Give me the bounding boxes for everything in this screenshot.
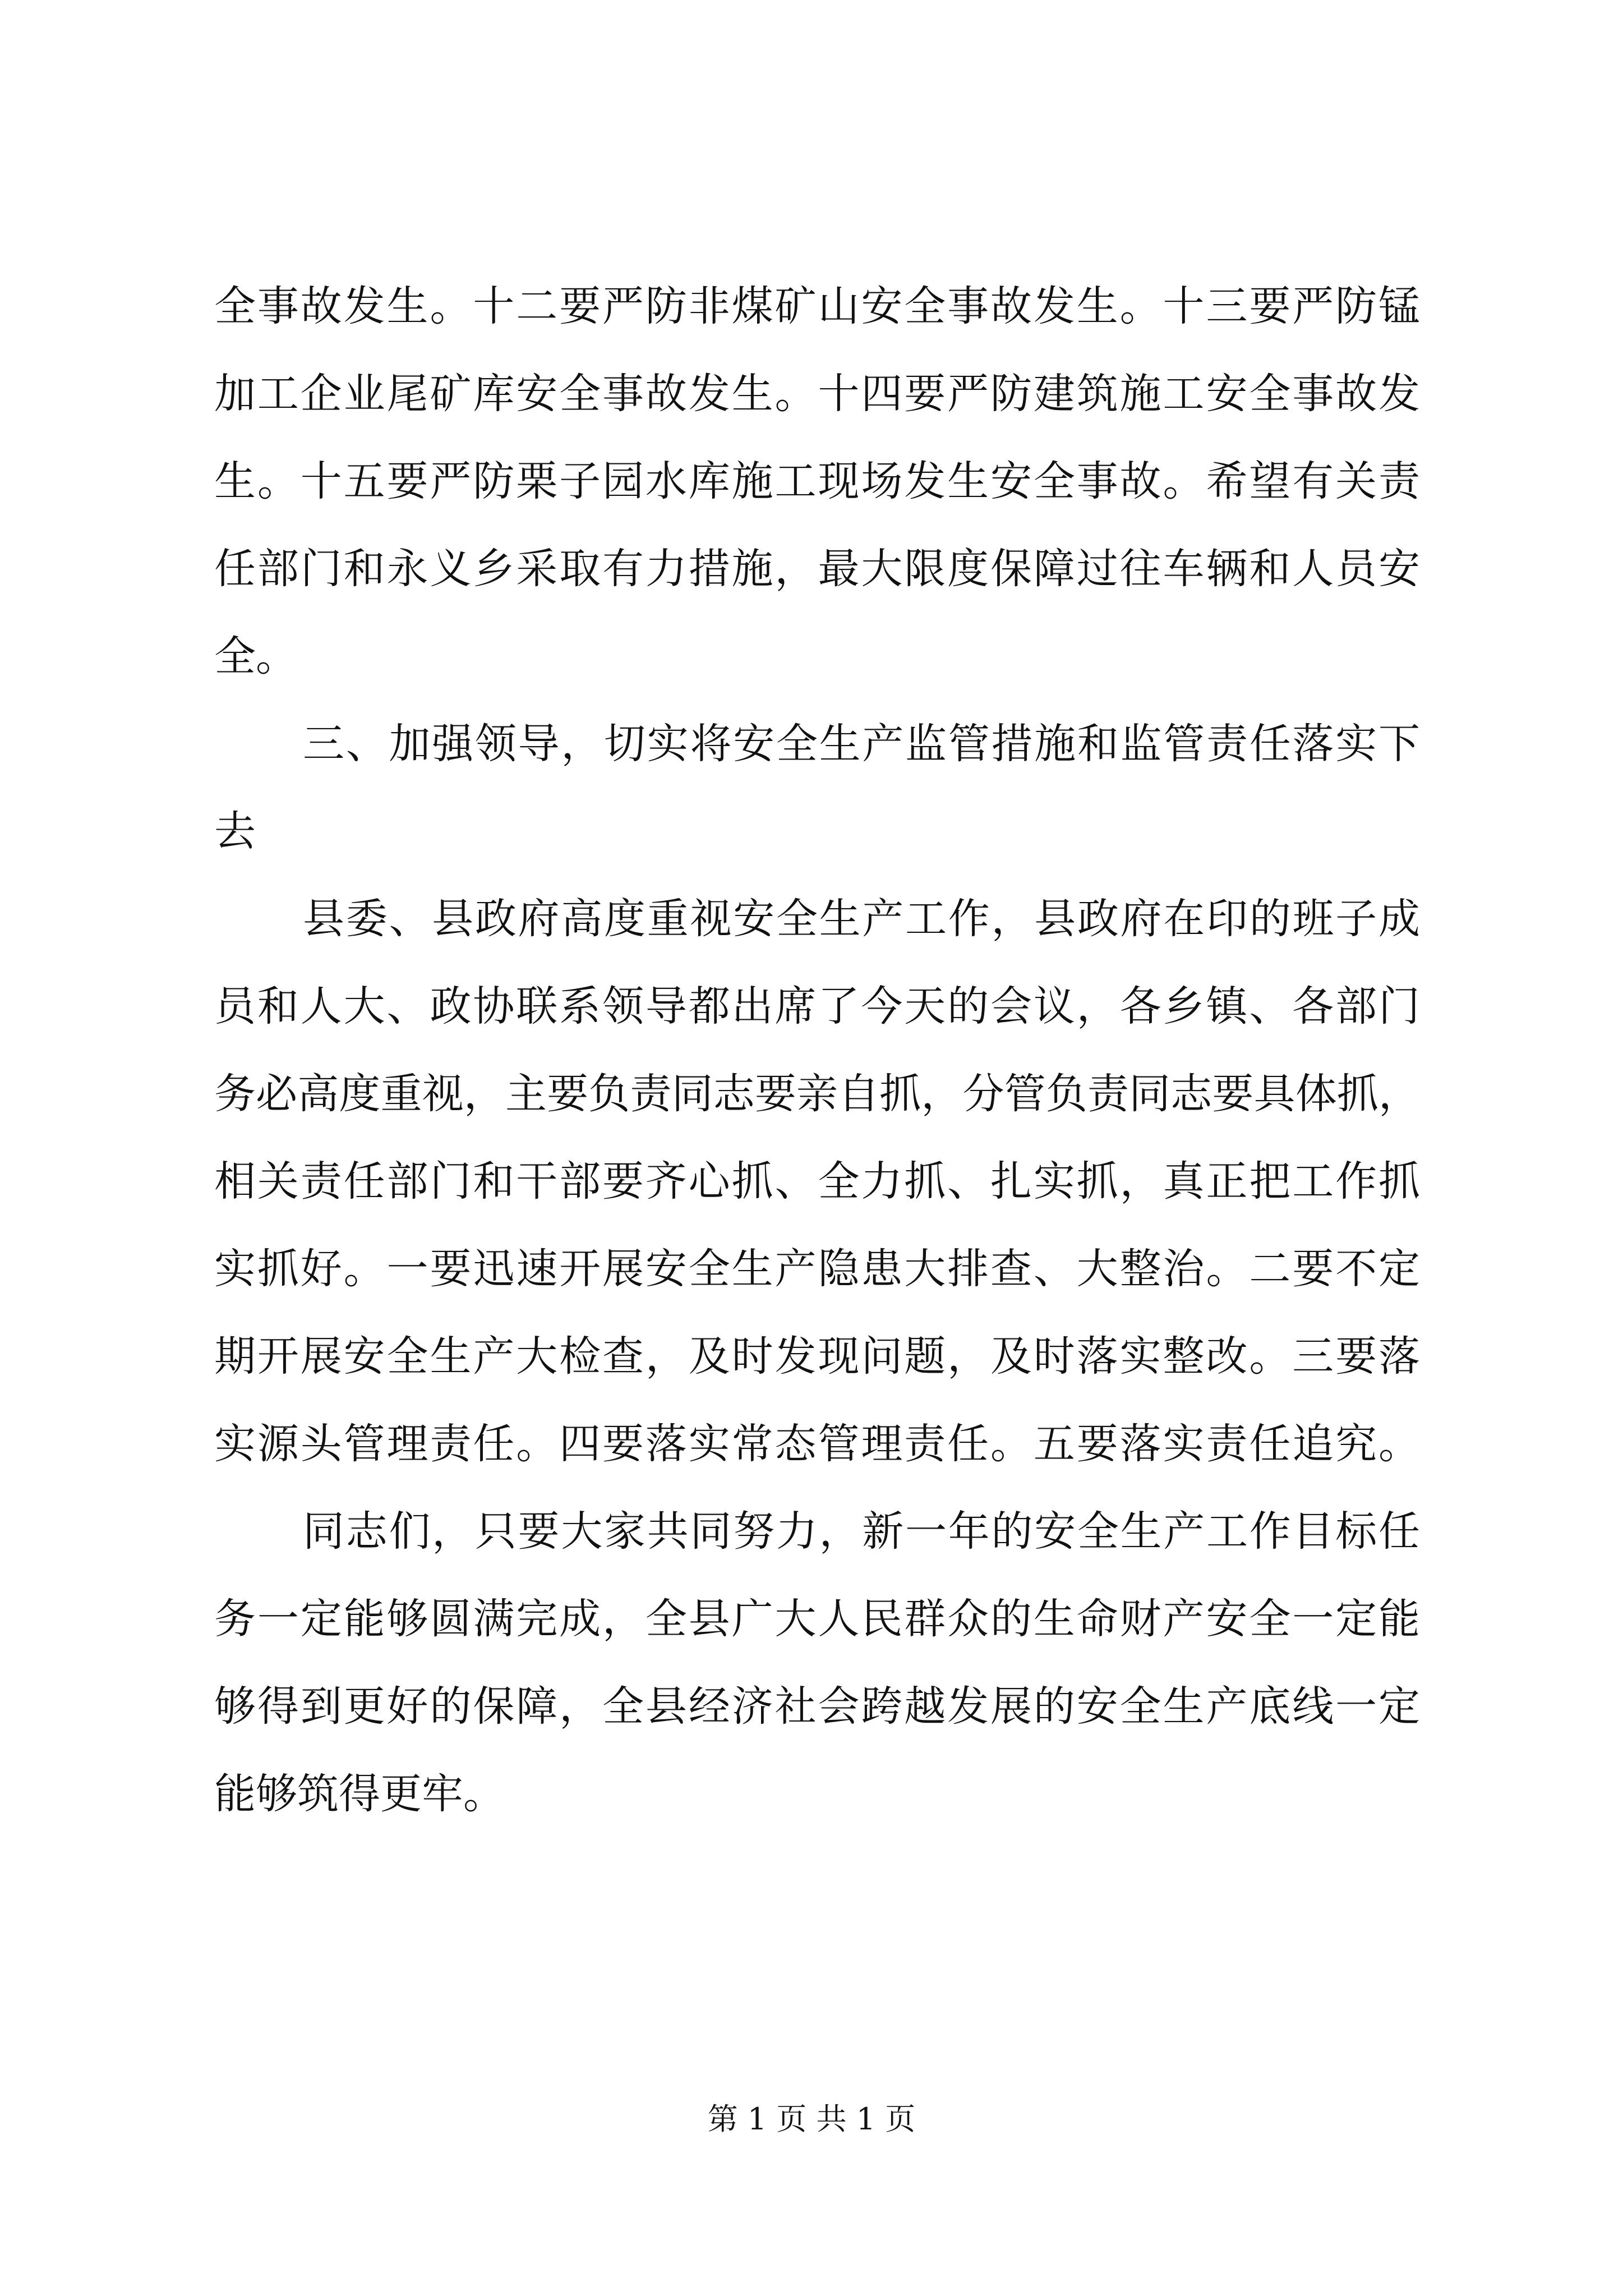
- text-line: 相关责任部门和干部要齐心抓、全力抓、扎实抓，真正把工作抓: [214, 1157, 1420, 1205]
- text-line: 任部门和永义乡采取有力措施，最大限度保障过往车辆和人员安: [214, 545, 1420, 593]
- text-line: 实抓好。一要迅速开展安全生产隐患大排查、大整治。二要不定: [214, 1245, 1420, 1293]
- page-number: 第 1 页 共 1 页: [707, 2101, 916, 2137]
- text-line: 务一定能够圆满完成，全县广大人民群众的生命财产安全一定能: [214, 1595, 1420, 1643]
- text-line: 加工企业尾矿库安全事故发生。十四要严防建筑施工安全事故发: [214, 370, 1420, 418]
- section-heading: 三、加强领导，切实将安全生产监管措施和监管责任落实下: [303, 720, 1420, 768]
- body-text: [214, 263, 1420, 1838]
- text-line: 务必高度重视，主要负责同志要亲自抓，分管负责同志要具体抓，: [214, 1070, 1420, 1118]
- text-line: 生。十五要严防栗子园水库施工现场发生安全事故。希望有关责: [214, 457, 1420, 505]
- text-line: 期开展安全生产大检查，及时发现问题，及时落实整改。三要落: [214, 1332, 1420, 1381]
- page-footer: [0, 2097, 1623, 2142]
- text-line: 能够筑得更牢。: [214, 1770, 505, 1818]
- text-line: 县委、县政府高度重视安全生产工作，县政府在印的班子成: [303, 895, 1420, 943]
- text-line: 全事故发生。十二要严防非煤矿山安全事故发生。十三要严防锰: [214, 282, 1420, 330]
- text-line: 同志们，只要大家共同努力，新一年的安全生产工作目标任: [303, 1507, 1420, 1556]
- text-line: 员和人大、政协联系领导都出席了今天的会议，各乡镇、各部门: [214, 982, 1420, 1030]
- text-line: 全。: [214, 632, 297, 680]
- section-heading-continued: 去: [214, 807, 256, 855]
- text-line: 实源头管理责任。四要落实常态管理责任。五要落实责任追究。: [214, 1420, 1420, 1468]
- text-line: 够得到更好的保障，全县经济社会跨越发展的安全生产底线一定: [214, 1682, 1420, 1731]
